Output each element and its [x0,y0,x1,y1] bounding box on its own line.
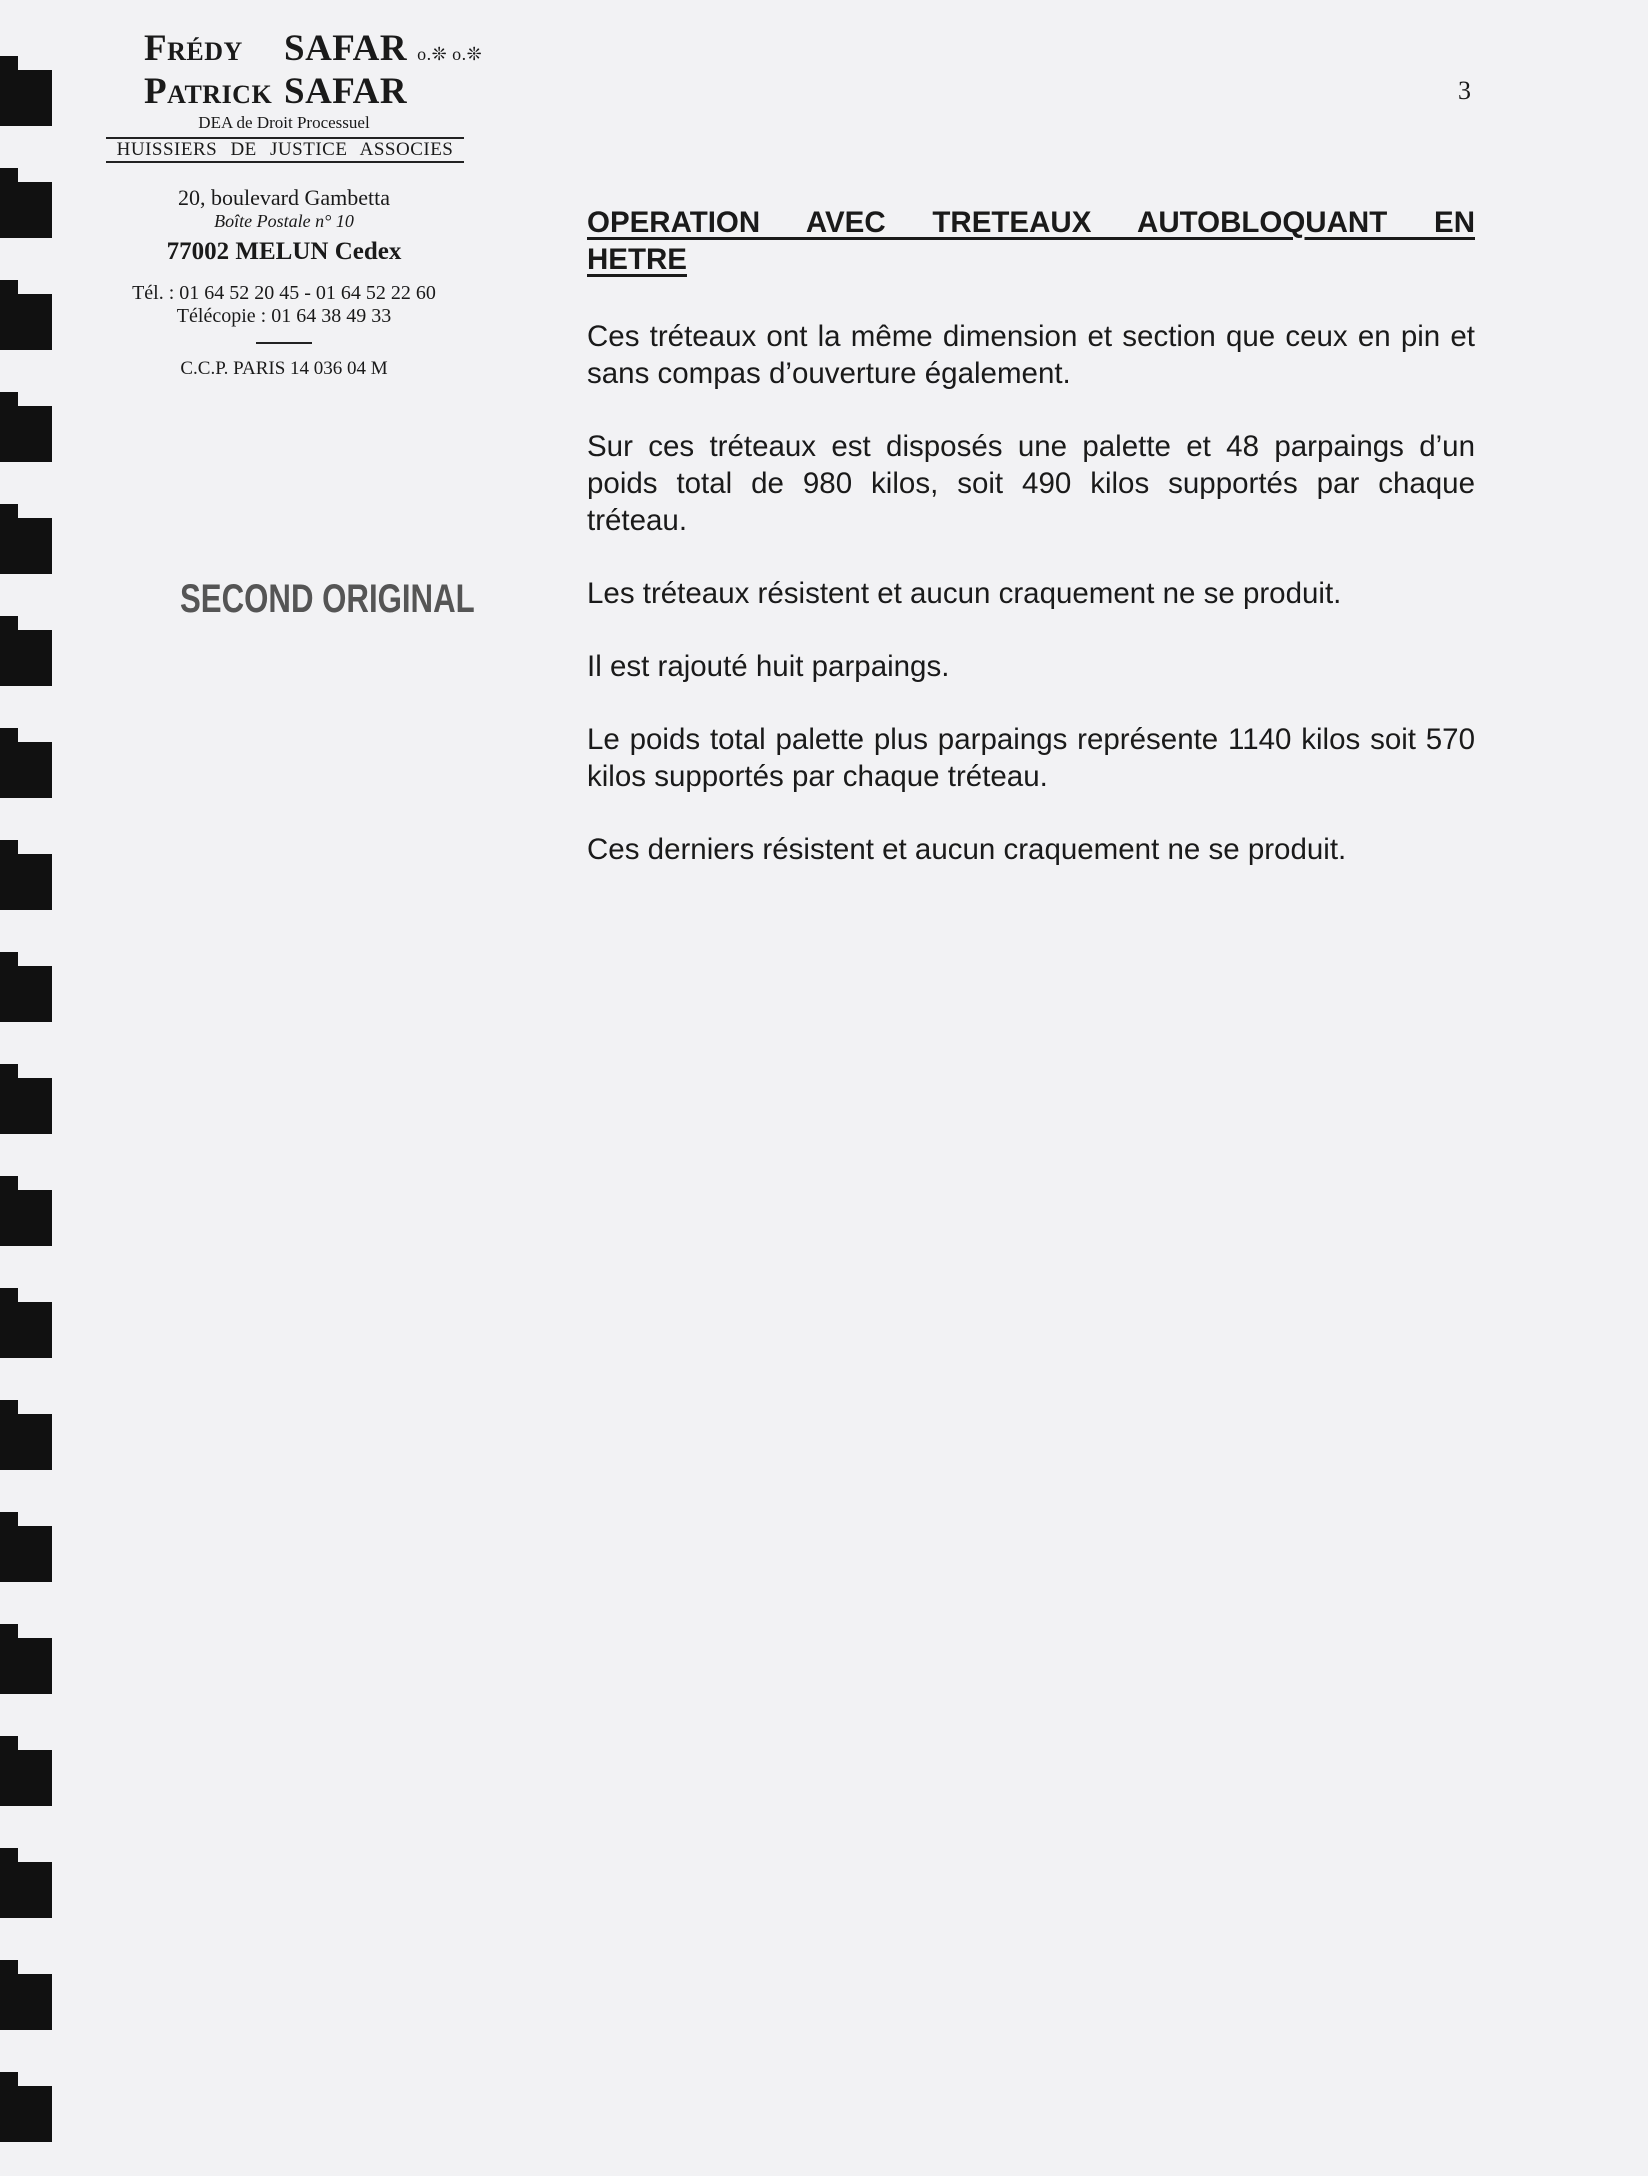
address: 20, boulevard Gambetta [178,185,390,210]
binding-tab [0,1638,52,1694]
document-body [587,204,1475,904]
po-box: Boîte Postale n° 10 [214,211,354,231]
binding-tab [0,70,52,126]
first-name: Patrick [144,71,273,112]
decoration-icon: o.❊ o.❊ [417,44,483,64]
binding-tab [0,1974,52,2030]
binding-tab [0,1862,52,1918]
divider [256,342,312,344]
binding-tab [0,630,52,686]
ccp: C.C.P. PARIS 14 036 04 M [180,358,388,379]
paragraph: Les tréteaux résistent et aucun craquement ne se produit. [587,577,1342,610]
binding-tab [0,406,52,462]
binding-tab [0,854,52,910]
binding-tab [0,1078,52,1134]
last-name: SAFAR [284,28,408,69]
binding-tab [0,742,52,798]
binding-tab [0,182,52,238]
binding-tab [0,1414,52,1470]
degree: DEA de Droit Processuel [198,113,370,132]
section-heading: OPERATION AVEC TRETEAUX AUTOBLOQUANT EN HETRE [587,206,1475,276]
binding-tab [0,294,52,350]
last-name: SAFAR [284,71,408,112]
name-line-2 [104,73,464,111]
fax: Télécopie : 01 64 38 49 33 [176,305,392,327]
letterhead [104,28,483,380]
binding-tab [0,2086,52,2142]
binding-tab [0,1190,52,1246]
binding-tab [0,1526,52,1582]
telephone: Tél. : 01 64 52 20 45 - 01 64 52 22 60 [132,282,436,304]
paragraph: Il est rajouté huit parpaings. [587,650,950,683]
binding-tab [0,1302,52,1358]
binding-tab [0,1750,52,1806]
second-original-stamp: SECOND ORIGINAL [180,577,475,621]
first-name: Frédy [144,28,243,69]
paragraph: Sur ces tréteaux est disposés une palette et 48 parpaings d’un poids total de 980 kilos, soit 490 kilos supportés par chaque tréteau. [587,430,1475,537]
paragraph: Ces derniers résistent et aucun craquement ne se produit. [587,833,1347,866]
binding-tab [0,518,52,574]
paragraph: Ces tréteaux ont la même dimension et section que ceux en pin et sans compas d’ouverture également. [587,320,1475,390]
firm-title: HUISSIERS DE JUSTICE ASSOCIES [106,137,464,163]
paragraph: Le poids total palette plus parpaings représente 1140 kilos soit 570 kilos supportés par chaque tréteau. [587,723,1475,793]
spiral-binding [0,0,60,2176]
binding-tab [0,966,52,1022]
name-line-1 [104,28,483,73]
page-number: 3 [1458,76,1471,105]
city: 77002 MELUN Cedex [166,238,402,265]
